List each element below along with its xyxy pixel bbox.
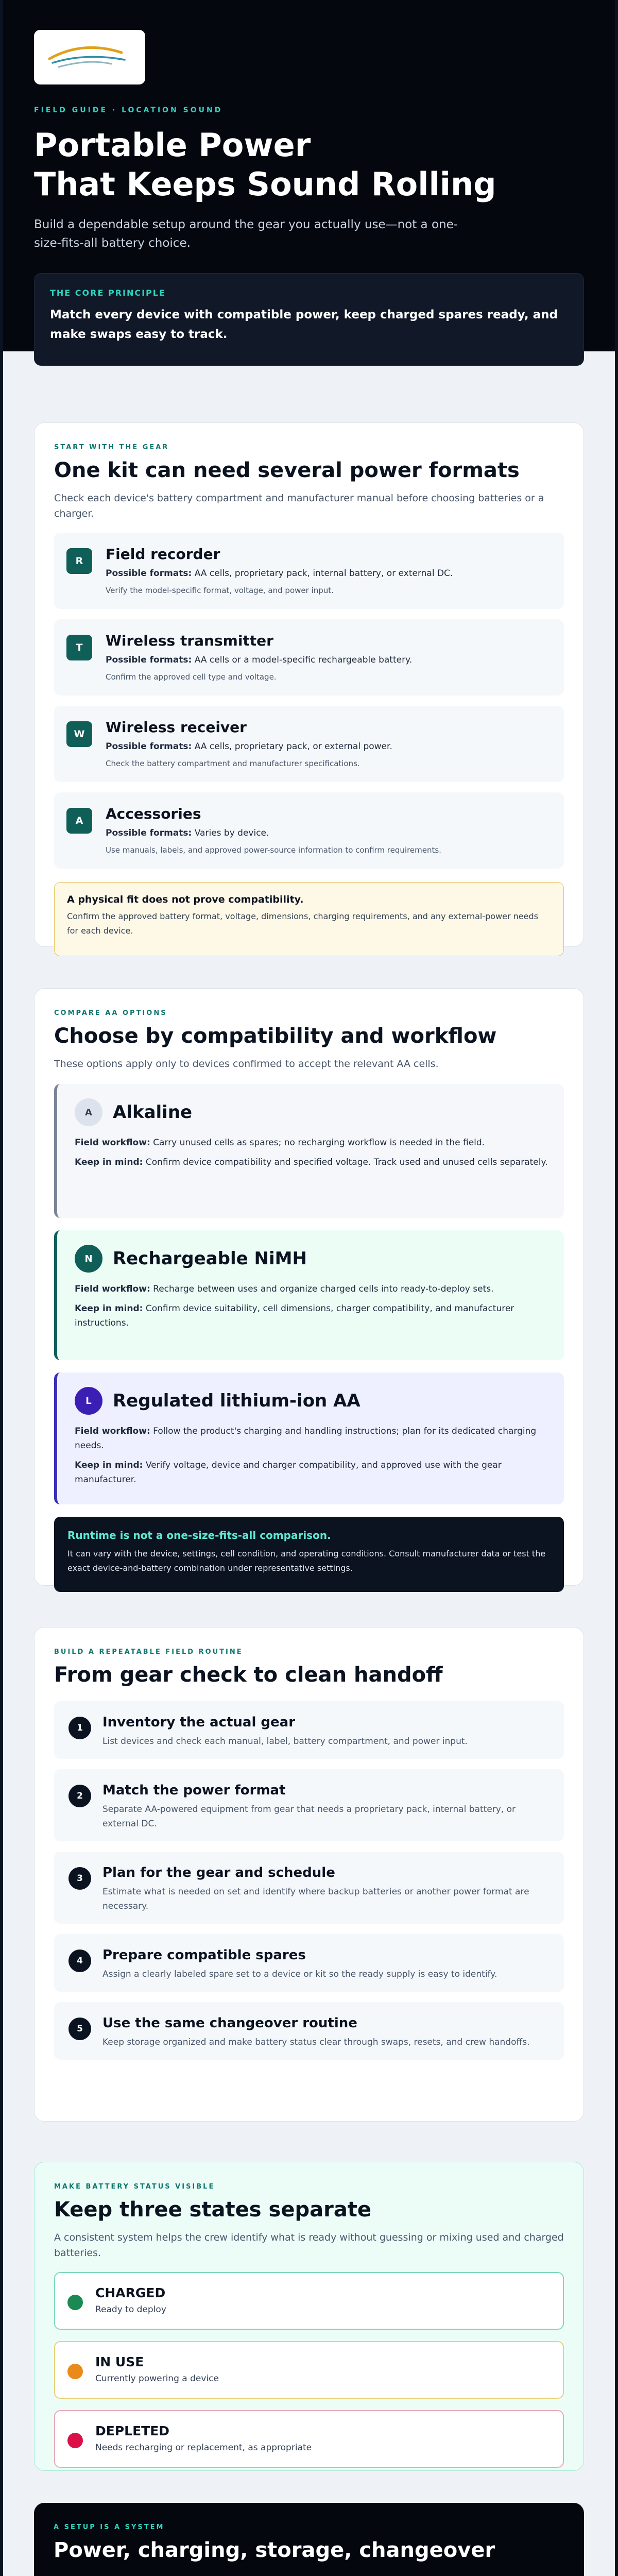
core-principle-text: Match every device with compatible power, keep charged spares ready, and make swaps easy to track. [50,308,558,341]
aa-subtitle: These options apply only to devices confirmed to accept the relevant AA cells. [54,1058,439,1070]
fit-warning-text: Confirm the approved battery format, voltage, dimensions, charging requirements, and any external-power needs for each device. [67,911,538,936]
in-use-status-dot-icon [67,2364,83,2379]
logo-mark-icon [34,30,145,84]
aa-eyebrow: COMPARE AA OPTIONS [54,1009,167,1017]
step-text: Keep storage organized and make battery status clear through swaps, resets, and crew handoffs. [102,2037,530,2047]
workflow-text: Follow the product's charging and handling instructions; plan for its dedicated charging needs. [75,1426,537,1451]
option-lithium-ion [54,1372,564,1504]
core-principle-label: THE CORE PRINCIPLE [50,288,166,298]
step-title: Match the power format [102,1783,286,1798]
option-keep [75,1155,550,1170]
state-title: IN USE [95,2354,144,2369]
gear-badge: R [66,548,92,574]
hero-eyebrow: FIELD GUIDE · LOCATION SOUND [34,106,223,114]
keep-text: Verify voltage, device and charger compatibility, and approved use with the gear manufacturer. [75,1460,502,1485]
status-eyebrow: MAKE BATTERY STATUS VISIBLE [54,2183,215,2191]
state-title: CHARGED [95,2285,166,2300]
gear-item-formats [106,826,552,840]
step-title: Plan for the gear and schedule [102,1865,335,1880]
gear-item-accessories [54,792,564,869]
option-title: Regulated lithium-ion AA [113,1391,360,1411]
gear-item-title: Accessories [106,805,201,822]
gear-item-note: Check the battery compartment and manufacturer specifications. [106,759,360,768]
step-title: Prepare compatible spares [102,1947,306,1963]
option-keep [75,1301,550,1330]
gear-item-title: Field recorder [106,546,220,563]
depleted-status-dot-icon [67,2433,83,2448]
gear-item-formats [106,653,552,667]
workflow-text: Carry unused cells as spares; no recharging workflow is needed in the field. [153,1138,485,1148]
routine-eyebrow: BUILD A REPEATABLE FIELD ROUTINE [54,1648,243,1656]
option-badge: N [75,1245,102,1273]
status-section [34,2162,584,2471]
gear-item-wireless-receiver [54,706,564,782]
gear-badge: T [66,635,92,660]
runtime-note-text: It can vary with the device, settings, cell condition, and operating conditions. Consult manufacturer data or test the exact device-and-battery combination under representative settings. [67,1549,546,1573]
logo [34,30,145,84]
fit-warning-title: A physical fit does not prove compatibility. [67,894,304,905]
gear-title: One kit can need several power formats [54,459,520,482]
state-text: Currently powering a device [95,2374,219,2384]
system-section [34,2503,584,2576]
keep-label: Keep in mind: [75,1460,143,1470]
step-title: Inventory the actual gear [102,1715,296,1730]
formats-label: Possible formats: [106,655,192,665]
step-number: 5 [68,2018,91,2040]
step-number: 3 [68,1867,91,1890]
workflow-text: Recharge between uses and organize charged cells into ready-to-deploy sets. [153,1284,494,1294]
keep-label: Keep in mind: [75,1157,143,1167]
state-title: DEPLETED [95,2424,170,2438]
runtime-note-title: Runtime is not a one-size-fits-all comparison. [67,1529,331,1541]
option-badge: L [75,1387,102,1415]
step-number: 4 [68,1950,91,1972]
option-header [75,1387,550,1415]
routine-step [54,1852,564,1924]
formats-value: AA cells, proprietary pack, internal battery, or external DC. [194,568,453,579]
gear-item-title: Wireless receiver [106,719,247,736]
gear-item-formats [106,567,552,580]
formats-label: Possible formats: [106,828,192,838]
routine-step [54,2002,564,2060]
gear-item-formats [106,740,552,753]
option-keep [75,1458,550,1487]
step-text: List devices and check each manual, label, battery compartment, and power input. [102,1736,468,1747]
formats-label: Possible formats: [106,741,192,752]
formats-label: Possible formats: [106,568,192,579]
step-number: 1 [68,1717,91,1739]
option-workflow [75,1282,550,1296]
option-title: Alkaline [113,1102,193,1123]
step-text: Estimate what is needed on set and identify where backup batteries or another power format are necessary. [102,1887,529,1911]
system-fit-line [54,2573,564,2576]
state-charged [54,2272,564,2330]
routine-step [54,1769,564,1841]
workflow-label: Field workflow: [75,1426,150,1436]
system-eyebrow: A SETUP IS A SYSTEM [54,2523,165,2531]
formats-value: AA cells, proprietary pack, or external power. [194,741,392,752]
keep-label: Keep in mind: [75,1303,143,1314]
aa-title: Choose by compatibility and workflow [54,1024,497,1048]
status-subtitle: A consistent system helps the crew identify what is ready without guessing or mixing used and charged batteries. [54,2232,564,2259]
keep-text: Confirm device compatibility and specified voltage. Track used and unused cells separately. [145,1157,548,1167]
gear-item-title: Wireless transmitter [106,632,273,649]
routine-section [34,1627,584,2122]
gear-item-note: Use manuals, labels, and approved power-source information to confirm requirements. [106,845,441,855]
formats-value: AA cells or a model-specific rechargeable battery. [194,655,413,665]
aa-options-section [34,988,584,1586]
step-number: 2 [68,1785,91,1807]
fit-warning-box [54,882,564,956]
gear-section [34,422,584,947]
hero-subtitle: Build a dependable setup around the gear you actually use—not a one-size-fits-all battery choice. [34,218,458,250]
routine-step [54,1701,564,1759]
option-workflow [75,1136,550,1150]
option-badge: A [75,1098,102,1126]
state-in-use [54,2341,564,2399]
option-header [75,1245,550,1273]
state-text: Needs recharging or replacement, as appropriate [95,2443,312,2453]
gear-item-wireless-transmitter [54,619,564,696]
gear-subtitle: Check each device's battery compartment and manufacturer manual before choosing batteries or a charger. [54,493,544,519]
routine-step [54,1934,564,1992]
gear-item-field-recorder [54,533,564,609]
option-nimh [54,1230,564,1360]
workflow-label: Field workflow: [75,1138,150,1148]
routine-title: From gear check to clean handoff [54,1663,443,1687]
gear-eyebrow: START WITH THE GEAR [54,444,169,451]
gear-item-note: Confirm the approved cell type and voltage. [106,672,277,682]
system-title: Power, charging, storage, changeover [54,2538,495,2562]
gear-item-note: Verify the model-specific format, voltage, and power input. [106,586,334,595]
state-depleted [54,2410,564,2468]
hero-title-line-2: That Keeps Sound Rolling [34,165,496,203]
charged-status-dot-icon [67,2295,83,2310]
step-text: Assign a clearly labeled spare set to a device or kit so the ready supply is easy to identify. [102,1969,497,1979]
option-header [75,1098,550,1126]
status-title: Keep three states separate [54,2198,372,2222]
option-title: Rechargeable NiMH [113,1248,307,1269]
option-alkaline [54,1084,564,1218]
workflow-label: Field workflow: [75,1284,150,1294]
gear-badge: A [66,808,92,834]
runtime-note-box [54,1517,564,1592]
hero-title-line-1: Portable Power [34,126,311,164]
option-workflow [75,1424,550,1453]
gear-badge: W [66,721,92,747]
state-text: Ready to deploy [95,2304,166,2315]
keep-text: Confirm device suitability, cell dimensions, charger compatibility, and manufacturer instructions. [75,1303,514,1328]
step-text: Separate AA-powered equipment from gear that needs a proprietary pack, internal battery, or external DC. [102,1804,516,1829]
formats-value: Varies by device. [194,828,269,838]
step-title: Use the same changeover routine [102,2015,357,2031]
